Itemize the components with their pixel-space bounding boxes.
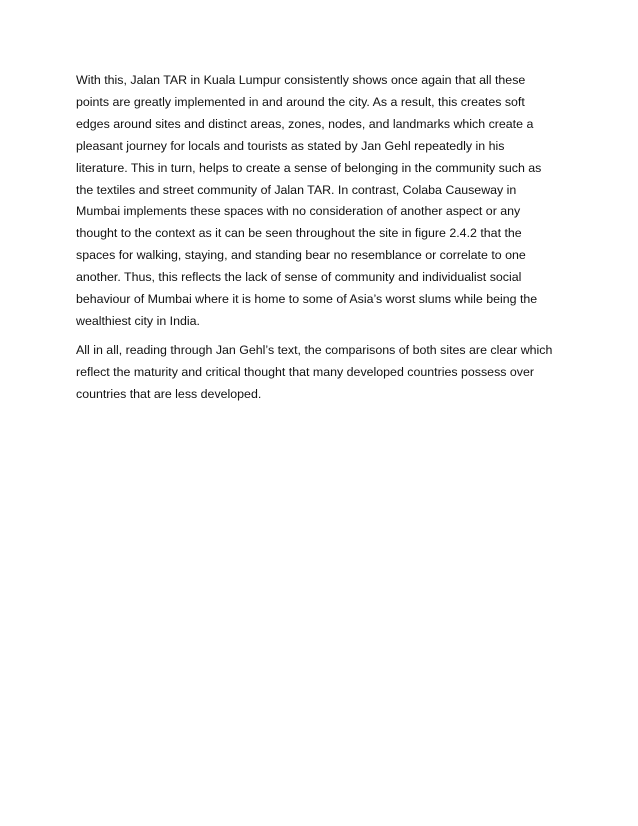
text-line: edges around sites and distinct areas, zones, nodes, and landmarks which create a (76, 116, 534, 131)
text-line: spaces for walking, staying, and standing bear no resemblance or correlate to one (76, 248, 526, 263)
body-text (76, 70, 576, 413)
paragraph-2 (76, 340, 576, 406)
text-line: All in all, reading through Jan Gehl’s text, the comparisons of both sites are clear which (76, 342, 553, 357)
text-line: reflect the maturity and critical thought that many developed countries possess over (76, 364, 535, 379)
paragraph-1 (76, 70, 576, 333)
text-line: Mumbai implements these spaces with no consideration of another aspect or any (76, 204, 521, 219)
text-line: thought to the context as it can be seen throughout the site in figure 2.4.2 that the (76, 226, 522, 241)
text-line: With this, Jalan TAR in Kuala Lumpur consistently shows once again that all these (76, 73, 526, 87)
text-line: another. Thus, this reflects the lack of sense of community and individualist social (76, 270, 522, 285)
text-line: pleasant journey for locals and tourists as stated by Jan Gehl repeatedly in his (76, 138, 505, 153)
text-line: literature. This in turn, helps to create a sense of belonging in the community such as (76, 160, 542, 175)
text-line: wealthiest city in India. (76, 313, 200, 328)
text-line: countries that are less developed. (76, 386, 262, 401)
text-line: points are greatly implemented in and around the city. As a result, this creates soft (76, 94, 525, 109)
text-line: behaviour of Mumbai where it is home to some of Asia’s worst slums while being the (76, 292, 538, 307)
text-line: the textiles and street community of Jalan TAR. In contrast, Colaba Causeway in (76, 182, 517, 197)
